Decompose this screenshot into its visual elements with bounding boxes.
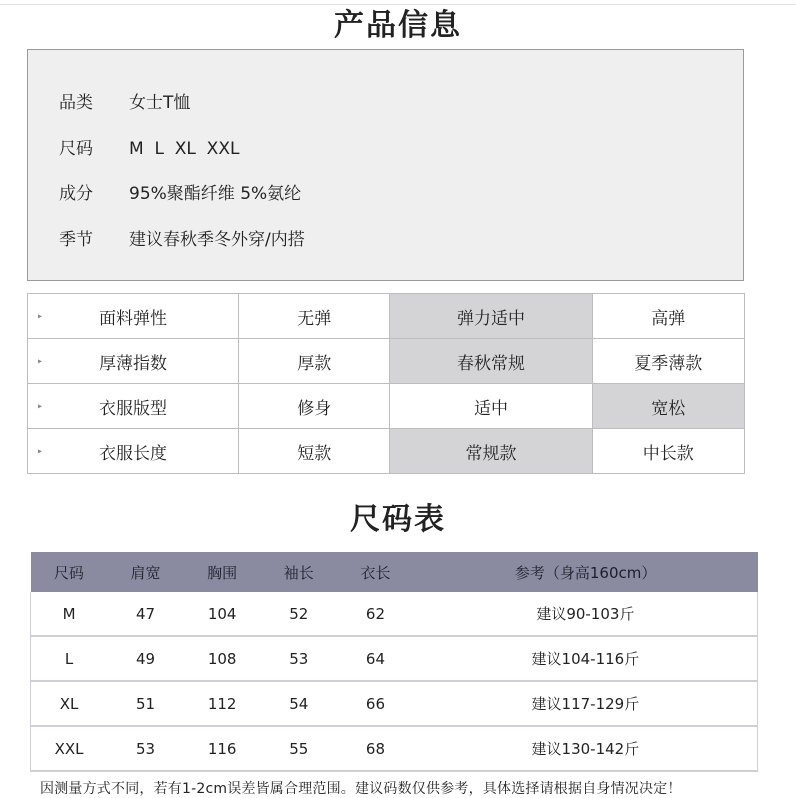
size-row xyxy=(31,636,758,681)
info-key: 季节 xyxy=(59,230,93,250)
attribute-option: 中长款 xyxy=(592,429,744,474)
page-title: 产品信息 xyxy=(334,8,462,43)
size-cell: 47 xyxy=(107,592,184,636)
attribute-option-selected: 春秋常规 xyxy=(390,339,592,384)
info-row-season xyxy=(59,225,305,250)
size-cell: 68 xyxy=(337,726,414,771)
size-cell: 55 xyxy=(260,726,337,771)
triangle-icon: ▸ xyxy=(38,401,43,411)
size-cell: 52 xyxy=(260,592,337,636)
attribute-label-text: 衣服长度 xyxy=(99,443,168,464)
info-row-size xyxy=(59,134,239,159)
size-row xyxy=(31,592,758,636)
info-value: M L XL XXL xyxy=(129,139,240,159)
size-cell: 建议130-142斤 xyxy=(414,726,758,771)
size-table xyxy=(30,552,758,772)
attribute-label-text: 厚薄指数 xyxy=(99,353,168,374)
product-info-box xyxy=(27,49,744,281)
attribute-label xyxy=(28,339,239,384)
size-header-cell: 胸围 xyxy=(184,552,261,592)
size-cell: 51 xyxy=(107,681,184,726)
info-value: 建议春秋季冬外穿/内搭 xyxy=(129,230,305,250)
info-value: 女士T恤 xyxy=(129,93,191,113)
attribute-label xyxy=(28,384,239,429)
size-cell: 112 xyxy=(184,681,261,726)
attribute-table xyxy=(27,293,745,474)
attribute-option-selected: 宽松 xyxy=(592,384,744,429)
info-value: 95%聚酯纤维 5%氨纶 xyxy=(129,184,302,204)
triangle-icon: ▸ xyxy=(38,446,43,456)
size-cell: 建议117-129斤 xyxy=(414,681,758,726)
attribute-label xyxy=(28,294,239,339)
size-row xyxy=(31,726,758,771)
attribute-option: 高弹 xyxy=(592,294,744,339)
size-cell: 建议90-103斤 xyxy=(414,592,758,636)
size-header-cell: 袖长 xyxy=(260,552,337,592)
size-cell: 49 xyxy=(107,636,184,681)
attribute-option: 适中 xyxy=(390,384,592,429)
triangle-icon: ▸ xyxy=(38,311,43,321)
attribute-option: 厚款 xyxy=(239,339,390,384)
attribute-label-text: 面料弹性 xyxy=(99,308,168,329)
size-cell: 53 xyxy=(107,726,184,771)
size-cell: 54 xyxy=(260,681,337,726)
attribute-option-selected: 常规款 xyxy=(390,429,592,474)
attribute-label xyxy=(28,429,239,474)
size-row xyxy=(31,681,758,726)
footer-note: 因测量方式不同，若有1-2cm误差皆属合理范围。建议码数仅供参考，具体选择请根据自身情况决定！ xyxy=(40,781,682,797)
size-cell: M xyxy=(31,592,108,636)
attribute-option: 无弹 xyxy=(239,294,390,339)
attribute-option: 短款 xyxy=(239,429,390,474)
size-header-cell: 肩宽 xyxy=(107,552,184,592)
size-header-cell: 衣长 xyxy=(337,552,414,592)
size-cell: 66 xyxy=(337,681,414,726)
size-cell: 64 xyxy=(337,636,414,681)
size-cell: 53 xyxy=(260,636,337,681)
attribute-row xyxy=(28,384,745,429)
size-cell: 建议104-116斤 xyxy=(414,636,758,681)
size-cell: 108 xyxy=(184,636,261,681)
size-cell: L xyxy=(31,636,108,681)
size-cell: XL xyxy=(31,681,108,726)
attribute-option: 夏季薄款 xyxy=(592,339,744,384)
size-header-cell: 参考（身高160cm） xyxy=(414,552,758,592)
attribute-option-selected: 弹力适中 xyxy=(390,294,592,339)
attribute-option: 修身 xyxy=(239,384,390,429)
size-cell: 62 xyxy=(337,592,414,636)
size-cell: 116 xyxy=(184,726,261,771)
attribute-row xyxy=(28,294,745,339)
size-header-cell: 尺码 xyxy=(31,552,108,592)
size-chart-title: 尺码表 xyxy=(350,502,446,537)
info-key: 品类 xyxy=(59,93,93,113)
info-key: 成分 xyxy=(59,184,93,204)
attribute-row xyxy=(28,429,745,474)
triangle-icon: ▸ xyxy=(38,356,43,366)
size-cell: XXL xyxy=(31,726,108,771)
attribute-label-text: 衣服版型 xyxy=(99,398,168,419)
info-key: 尺码 xyxy=(59,139,93,159)
attribute-row xyxy=(28,339,745,384)
info-row-material xyxy=(59,179,301,204)
info-row-category xyxy=(59,88,190,113)
size-cell: 104 xyxy=(184,592,261,636)
